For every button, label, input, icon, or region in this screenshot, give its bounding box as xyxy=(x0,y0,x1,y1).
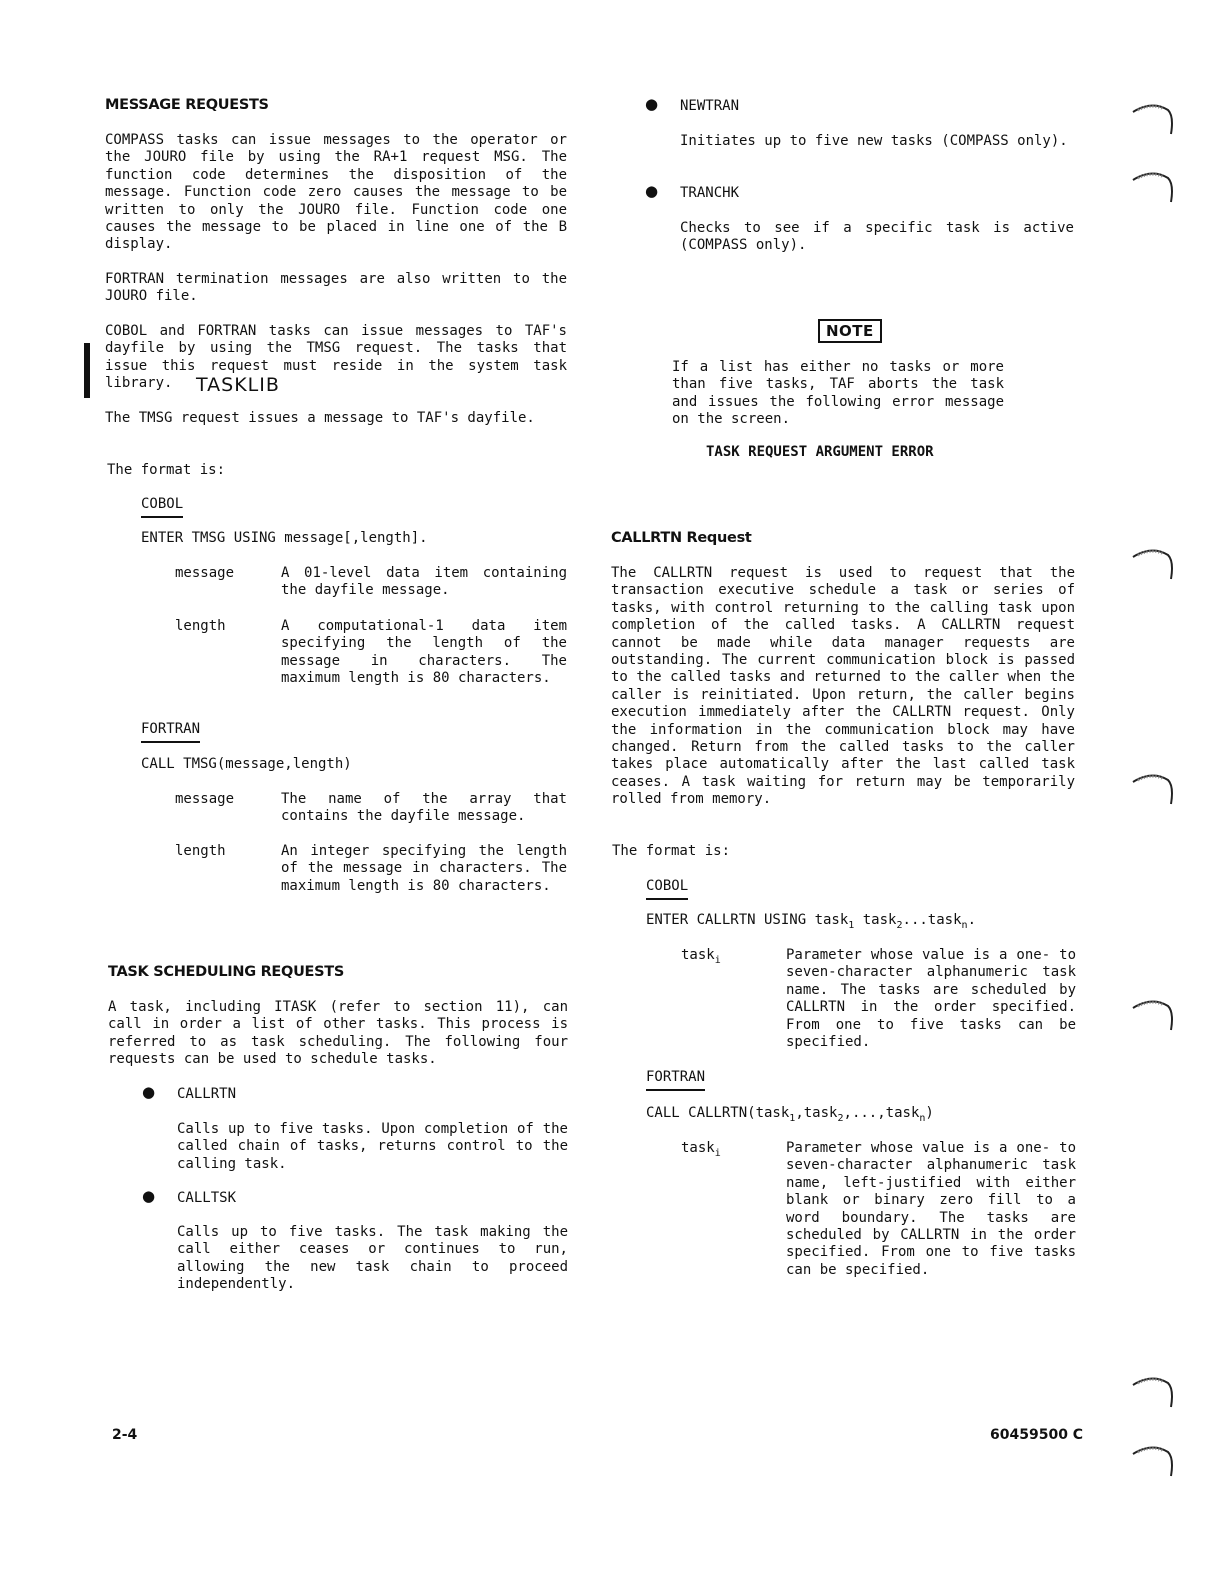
cobol-label: COBOL xyxy=(646,878,688,900)
callrtn-request-heading: CALLRTN Request xyxy=(611,530,752,546)
param-definition: An integer specifying the length of the message in characters. The maximum length is 80 characters. xyxy=(281,843,567,894)
task-scheduling-paragraph: A task, including ITASK (refer to section 11), can call in order a list of other tasks. This process is referred to as task scheduling. The following four requests can be used to schedule tasks. xyxy=(108,999,568,1068)
error-message: TASK REQUEST ARGUMENT ERROR xyxy=(706,444,934,460)
tmsg-fortran-syntax: CALL TMSG(message,length) xyxy=(141,756,352,772)
fortran-label: FORTRAN xyxy=(646,1069,705,1091)
param-term: message xyxy=(175,791,235,807)
bullet-text: Calls up to five tasks. The task making the call either ceases or continues to run, allowing the new task chain to proceed independently. xyxy=(177,1224,568,1293)
bullet-label: NEWTRAN xyxy=(680,98,740,114)
document-number: 60459500 C xyxy=(990,1427,1084,1443)
param-definition: A 01-level data item containing the dayfile message. xyxy=(281,565,567,599)
callrtn-fortran-syntax: CALL CALLRTN(task$_1$,task$_2$,...,task$_n$) xyxy=(646,1105,934,1124)
param-definition: The name of the array that contains the dayfile message. xyxy=(281,791,567,825)
handwritten-annotation: TASKLIB xyxy=(196,374,280,396)
binder-hole-mark-icon xyxy=(1130,543,1180,587)
binder-hole-mark-icon xyxy=(1130,1371,1180,1415)
fortran-label: FORTRAN xyxy=(141,721,200,743)
bullet-icon: ● xyxy=(645,95,659,113)
bullet-text: Initiates up to five new tasks (COMPASS only). xyxy=(680,133,1068,149)
param-definition: Parameter whose value is a one- to seven-character alphanumeric task name, left-justified with either blank or binary zero fill to a word boundary. The tasks are scheduled by CALLRTN in the order specified. From one to five tasks can be specified. xyxy=(786,1140,1076,1278)
change-bar xyxy=(84,343,90,398)
message-requests-paragraph-2: FORTRAN termination messages are also written to the JOURO file. xyxy=(105,271,567,305)
binder-hole-mark-icon xyxy=(1130,166,1180,210)
param-term: task$_i$ xyxy=(681,1140,721,1159)
param-definition: Parameter whose value is a one- to seven-character alphanumeric task name. The tasks are scheduled by CALLRTN in the order specified. From one to five tasks can be specified. xyxy=(786,947,1076,1051)
bullet-label: TRANCHK xyxy=(680,185,740,201)
tmsg-cobol-syntax: ENTER TMSG USING message[,length]. xyxy=(141,530,428,546)
param-term: length xyxy=(175,618,226,634)
param-definition: A computational-1 data item specifying the length of the message in characters. The maximum length is 80 characters. xyxy=(281,618,567,687)
format-is-label: The format is: xyxy=(107,462,226,478)
message-requests-paragraph-1: COMPASS tasks can issue messages to the operator or the JOURO file by using the RA+1 request MSG. The function code determines the disposition of the message. Function code zero causes the message to be written to only the JOURO file. Function code one causes the message to be placed in line one of the B display. xyxy=(105,132,567,253)
note-label: NOTE xyxy=(818,319,882,343)
message-requests-paragraph-3: COBOL and FORTRAN tasks can issue messages to TAF's dayfile by using the TMSG request. The tasks that issue this request must reside in the system task library. xyxy=(105,323,567,392)
task-scheduling-heading: TASK SCHEDULING REQUESTS xyxy=(108,964,345,980)
message-requests-heading: MESSAGE REQUESTS xyxy=(105,97,269,113)
message-requests-paragraph-4: The TMSG request issues a message to TAF's dayfile. xyxy=(105,410,535,426)
bullet-text: Checks to see if a specific task is active (COMPASS only). xyxy=(680,220,1074,254)
bullet-icon: ● xyxy=(142,1083,156,1101)
callrtn-cobol-syntax: ENTER CALLRTN USING task$_1$ task$_2$...task$_n$. xyxy=(646,912,976,931)
binder-hole-mark-icon xyxy=(1130,994,1180,1038)
param-term: message xyxy=(175,565,235,581)
note-text: If a list has either no tasks or more than five tasks, TAF aborts the task and issues the following error message on the screen. xyxy=(672,359,1004,428)
bullet-label: CALLRTN xyxy=(177,1086,237,1102)
page-number: 2-4 xyxy=(112,1427,138,1443)
param-term: length xyxy=(175,843,226,859)
binder-hole-mark-icon xyxy=(1130,768,1180,812)
binder-hole-mark-icon xyxy=(1130,1440,1180,1484)
bullet-icon: ● xyxy=(645,182,659,200)
param-term: task$_i$ xyxy=(681,947,721,966)
bullet-text: Calls up to five tasks. Upon completion of the called chain of tasks, returns control to the calling task. xyxy=(177,1121,568,1172)
bullet-label: CALLTSK xyxy=(177,1190,237,1206)
format-is-label: The format is: xyxy=(612,843,731,859)
cobol-label: COBOL xyxy=(141,496,183,518)
bullet-icon: ● xyxy=(142,1187,156,1205)
binder-hole-mark-icon xyxy=(1130,98,1180,142)
callrtn-paragraph: The CALLRTN request is used to request that the transaction executive schedule a task or series of tasks, with control returning to the calling task upon completion of the called tasks. A CALLRTN request cannot be made while data manager requests are outstanding. The current communication block is passed to the called tasks and returned to the caller when the caller is reinitiated. Upon return, the caller begins execution immediately after the CALLRTN request. Only the information in the communication block may have changed. Return from the called tasks to the caller takes place automatically after the last called task ceases. A task waiting for return may be temporarily rolled from memory. xyxy=(611,565,1075,808)
